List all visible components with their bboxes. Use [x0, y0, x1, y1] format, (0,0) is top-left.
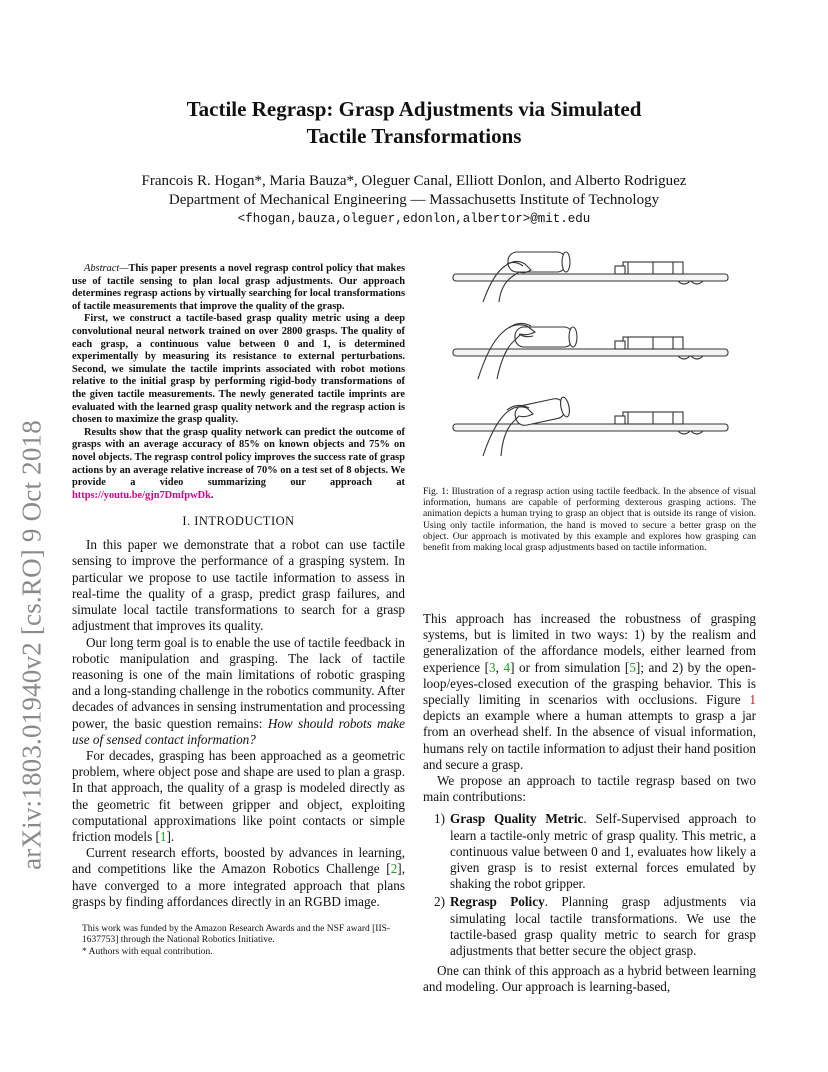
intro-paragraph-3 — [72, 748, 405, 845]
intro-p4-end: ], have converged to a more integrated approach that plans grasps by finding affordances directly in an RGBD image. — [72, 861, 405, 909]
contribution-number: 1) — [434, 811, 445, 827]
right-p1-text-b: ] or from simulation [ — [510, 659, 630, 675]
abstract-end: . — [210, 489, 214, 501]
section-heading-introduction: I. INTRODUCTION — [182, 514, 295, 529]
citation-4[interactable]: 4 — [503, 659, 511, 675]
panel-2 — [453, 323, 728, 379]
footnote-equal-contribution: * Authors with equal contribution. — [82, 946, 213, 957]
left-column — [72, 263, 405, 958]
intro-p2-text: Our long term goal is to enable the use of tactile feedback in robotic manipulation and grasping. The lack of tactile reasoning is one of the main limitations of robotic grasping and a long-standing challenge in the robotics community. After decades of advances in sensing instrumentation and processing power, the basic question remains: — [72, 634, 405, 731]
intro-paragraph-1: In this paper we demonstrate that a robot can use tactile sensing to improve the performance of a grasping system. In particular we propose to use tactile information to assess in real-time the quality of a grasp, predict grasp failures, and simulate local tactile transformations to search for a grasp adjustment that improves its quality. — [72, 537, 405, 634]
intro-p3-text: For decades, grasping has been approached as a geometric problem, where object pose and shape are used to plan a grasp. In that approach, the quality of a grasp is modeled directly as the geometric fit between gripper and object, exploiting computational approximations like point contacts or simple friction models [ — [72, 747, 405, 844]
figure-reference[interactable]: 1 — [749, 692, 756, 708]
right-paragraph-3: One can think of this approach as a hybrid between learning and modeling. Our approach is learning-based, — [423, 963, 756, 995]
contribution-item-1 — [423, 811, 756, 892]
citation-separator: , — [495, 659, 504, 675]
video-link[interactable]: https://youtu.be/gjn7DmfpwDk — [72, 489, 211, 501]
right-column-figure — [423, 244, 756, 553]
footnotes — [72, 924, 405, 959]
title-line-2: Tactile Transformations — [306, 124, 522, 148]
citation-2[interactable]: 2 — [390, 861, 398, 877]
abstract-paragraph-3 — [72, 427, 405, 503]
author-block — [0, 172, 828, 228]
abstract-paragraph-1 — [72, 263, 405, 313]
abstract-text-1: This paper presents a novel regrasp control policy that makes use of tactile sensing to plan local grasp adjustments. Our approach determines regrasp actions by virtually searching for local transformations of tactile measurements that improve the quality of the grasp. — [72, 263, 405, 312]
contribution-number: 2) — [434, 894, 445, 910]
figure-1-illustration — [423, 244, 756, 472]
right-column-body — [423, 611, 756, 996]
right-p1-text-d: depicts an example where a human attempts to grasp a jar from an overhead shelf. In the absence of visual information, humans rely on tactile information to adjust their hand position and secure a grasp. — [423, 708, 756, 772]
citation-1[interactable]: 1 — [159, 828, 167, 844]
intro-paragraph-2 — [72, 635, 405, 748]
contributions-list — [423, 811, 756, 959]
abstract-paragraph-2: First, we construct a tactile-based grasp quality metric using a deep convolutional neural network trained on over 2800 grasps. The quality of each grasp, a continuous value between 0 and 1, is determined experimentally by measuring its resistance to external perturbations. Second, we simulate the tactile imprints associated with robot motions relative to the initial grasp by performing rigid-body transformations of the given tactile measurements. The newly generated tactile imprints are evaluated with the learned grasp quality network and the regrasp action is chosen to maximize the grasp quality. — [72, 313, 405, 426]
footnote-funding: This work was funded by the Amazon Research Awards and the NSF award [IIS-1637753] through the National Robotics Initiative. — [82, 923, 391, 946]
figure-1-caption: Fig. 1: Illustration of a regrasp action using tactile feedback. In the absence of visual information, humans are capable of performing dexterous grasping actions. The animation depicts a human trying to grasp an object that is outside its range of vision. Using only tactile information, the hand is moved to secure a better grasp on the object. Our approach is motivated by this example and explores how grasping can benefit from making local grasp adjustments based on tactile information. — [423, 486, 756, 554]
intro-p4-text: Current research efforts, boosted by advances in learning, and competitions like the Amazon Robotics Challenge [ — [72, 845, 405, 877]
contribution-item-2 — [423, 894, 756, 959]
abstract-label: Abstract— — [84, 263, 129, 274]
citation-3[interactable]: 3 — [489, 659, 496, 675]
right-paragraph-2: We propose an approach to tactile regrasp based on two main contributions: — [423, 773, 756, 805]
affiliation: Department of Mechanical Engineering — Massachusetts Institute of Technology — [168, 192, 660, 208]
author-emails: <fhogan,bauza,oleguer,edonlon,albertor>@mit.edu — [237, 212, 591, 226]
arxiv-identifier: arXiv:1803.01940v2 [cs.RO] 9 Oct 2018 — [16, 420, 47, 870]
intro-p2-question: How should robots make use of sensed contact information? — [72, 715, 406, 747]
intro-paragraph-4 — [72, 845, 405, 910]
intro-p3-end: ]. — [166, 828, 175, 844]
panel-1 — [453, 252, 728, 302]
contribution-heading: Grasp Quality Metric — [450, 811, 584, 827]
citation-5[interactable]: 5 — [629, 659, 636, 675]
contribution-heading: Regrasp Policy — [450, 894, 545, 910]
paper-title — [0, 96, 828, 150]
right-paragraph-1 — [423, 611, 756, 773]
arxiv-sidebar — [6, 290, 58, 870]
panel-3 — [453, 396, 728, 456]
contribution-text: . Self-Supervised approach to learn a tactile-only metric of grasp quality. This metric, a continuous value between 0 and 1, evaluates how likely a given grasp is to resist external forces emulated by shaking the robot gripper. — [450, 811, 756, 892]
regrasp-illustration — [423, 244, 756, 472]
right-p1-text-a: This approach has increased the robustness of grasping systems, but is limited in two ways: 1) by the realism and generalization of the affordance models, either learned from experience [ — [423, 611, 756, 675]
abstract-text-3: Results show that the grasp quality network can predict the outcome of grasps with an average accuracy of 85% on known objects and 75% on novel objects. The regrasp control policy improves the success rate of grasp actions by an average relative increase of 70% on a test set of 8 objects. We provide a video summarizing our approach at — [72, 426, 405, 489]
title-line-1: Tactile Regrasp: Grasp Adjustments via Simulated — [186, 97, 642, 121]
contribution-text: . Planning grasp adjustments via simulating local tactile transformations. We use the tactile-based grasp quality metric to search for grasp adjustments that better secure the object grasp. — [450, 894, 756, 959]
author-names: Francois R. Hogan*, Maria Bauza*, Oleguer Canal, Elliott Donlon, and Alberto Rodriguez — [141, 173, 687, 189]
right-p1-text-c: ]; and 2) by the open-loop/eyes-closed execution of the grasping behavior. This is specially limiting in scenarios with occlusions. Figure — [423, 659, 757, 708]
